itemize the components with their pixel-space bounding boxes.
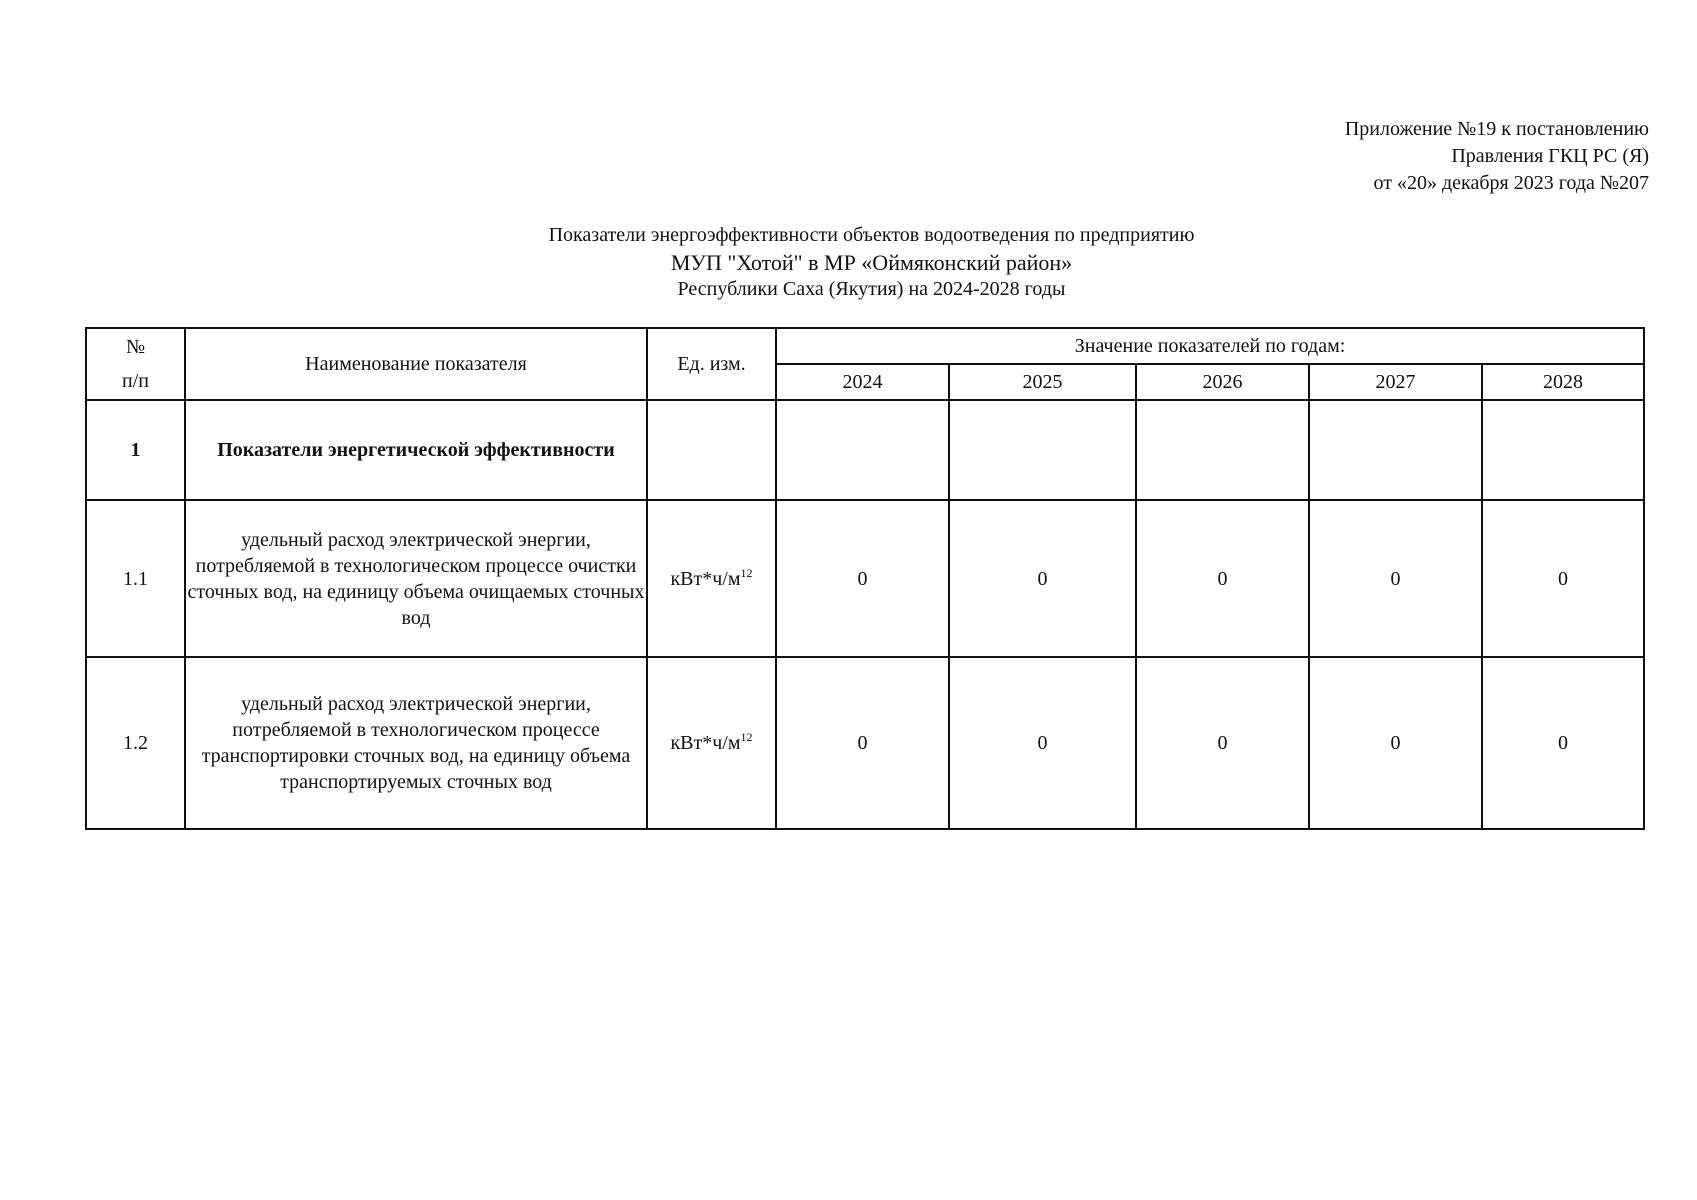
header-unit: Ед. изм. <box>647 328 776 400</box>
header-number-pp: п/п <box>122 370 149 392</box>
header-year: 2025 <box>949 364 1136 400</box>
header-year: 2024 <box>776 364 949 400</box>
row-number: 1.2 <box>86 657 185 829</box>
value-cell <box>949 400 1136 500</box>
title-line-2: МУП "Хотой" в МР «Оймяконский район» <box>670 250 1073 275</box>
header-year: 2027 <box>1309 364 1482 400</box>
value-cell: 0 <box>1136 657 1309 829</box>
value-cell: 0 <box>776 500 949 657</box>
row-number: 1.1 <box>86 500 185 657</box>
value-cell: 0 <box>1309 500 1482 657</box>
value-cell: 0 <box>1482 657 1644 829</box>
indicator-name: удельный расход электрической энергии, потребляемой в технологическом процессе очистки сточных вод, на единицу объема очищаемых сточных вод <box>185 500 647 657</box>
table-row <box>86 500 1644 657</box>
unit-footnote: 12 <box>740 565 753 580</box>
annex-line-2: Правления ГКЦ РС (Я) <box>1451 145 1649 167</box>
value-cell <box>1136 400 1309 500</box>
header-values-by-year: Значение показателей по годам: <box>776 328 1644 364</box>
row-number: 1 <box>86 400 185 500</box>
title-line-1: Показатели энергоэффективности объектов водоотведения по предприятию <box>548 224 1195 246</box>
header-year: 2026 <box>1136 364 1309 400</box>
value-cell <box>776 400 949 500</box>
annex-reference <box>1345 116 1649 197</box>
value-cell: 0 <box>949 657 1136 829</box>
unit-footnote: 12 <box>740 730 753 744</box>
table-row <box>86 400 1644 500</box>
unit-cell <box>647 657 776 829</box>
indicators-table <box>85 327 1645 830</box>
value-cell: 0 <box>1309 657 1482 829</box>
unit-cell <box>647 400 776 500</box>
table-row <box>86 657 1644 829</box>
document-title <box>0 222 1697 303</box>
header-indicator-name: Наименование показателя <box>185 328 647 400</box>
indicator-name: удельный расход электрической энергии, потребляемой в технологическом процессе транспортировки сточных вод, на единицу объема транспортируемых сточных вод <box>185 657 647 829</box>
header-year: 2028 <box>1482 364 1644 400</box>
unit-cell <box>647 500 776 657</box>
indicator-name: Показатели энергетической эффективности <box>185 400 647 500</box>
value-cell: 0 <box>1482 500 1644 657</box>
unit-text: кВт*ч/м <box>670 732 741 754</box>
value-cell: 0 <box>1136 500 1309 657</box>
title-line-3: Республики Саха (Якутия) на 2024-2028 годы <box>677 278 1066 300</box>
unit-text: кВт*ч/м <box>670 567 741 590</box>
value-cell <box>1482 400 1644 500</box>
annex-line-1: Приложение №19 к постановлению <box>1344 118 1649 140</box>
value-cell: 0 <box>776 657 949 829</box>
value-cell: 0 <box>949 500 1136 657</box>
annex-line-3: от «20» декабря 2023 года №207 <box>1373 172 1649 194</box>
header-number <box>86 328 185 400</box>
value-cell <box>1309 400 1482 500</box>
header-number-sign: № <box>125 336 146 358</box>
